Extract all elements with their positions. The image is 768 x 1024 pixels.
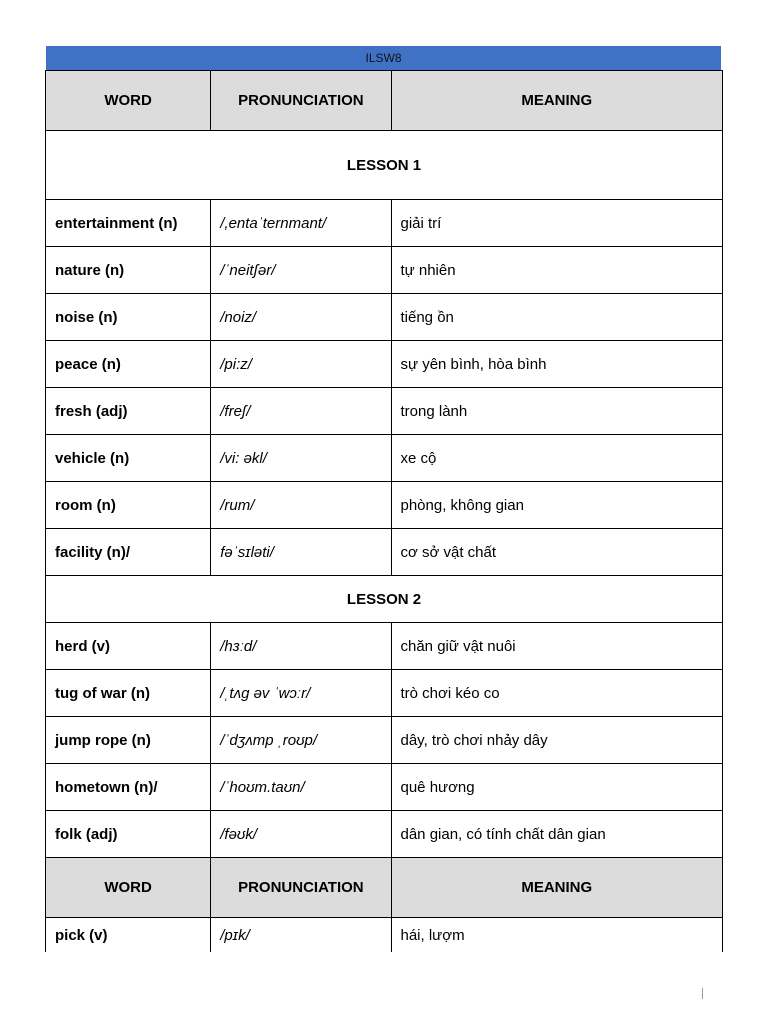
column-header-meaning: MEANING — [391, 858, 723, 918]
lesson-heading-row — [46, 131, 723, 200]
vocabulary-table — [45, 70, 723, 952]
word-cell: facility (n)/ — [46, 529, 211, 576]
table-row — [46, 482, 723, 529]
pronunciation-cell: /ˌtʌg əv ˈwɔːr/ — [211, 670, 391, 717]
word-cell: pick (v) — [46, 918, 211, 953]
pronunciation-cell: /vi: əkl/ — [211, 435, 391, 482]
word-cell: jump rope (n) — [46, 717, 211, 764]
table-row — [46, 670, 723, 717]
word-cell: vehicle (n) — [46, 435, 211, 482]
column-header-pronunciation: PRONUNCIATION — [211, 858, 391, 918]
table-row — [46, 435, 723, 482]
table-row — [46, 764, 723, 811]
pronunciation-cell: /ˈneitʃər/ — [211, 247, 391, 294]
pronunciation-cell: /freʃ/ — [211, 388, 391, 435]
word-cell: peace (n) — [46, 341, 211, 388]
page-edge-mark — [702, 988, 703, 999]
table-header-row-repeat — [46, 858, 723, 918]
column-header-word: WORD — [46, 858, 211, 918]
word-cell: herd (v) — [46, 623, 211, 670]
meaning-cell: trò chơi kéo co — [391, 670, 723, 717]
column-header-word: WORD — [46, 71, 211, 131]
table-row — [46, 200, 723, 247]
word-cell: entertainment (n) — [46, 200, 211, 247]
pronunciation-cell: fəˈsɪləti/ — [211, 529, 391, 576]
pronunciation-cell: /rum/ — [211, 482, 391, 529]
word-cell: fresh (adj) — [46, 388, 211, 435]
meaning-cell: xe cộ — [391, 435, 723, 482]
meaning-cell: giải trí — [391, 200, 723, 247]
document-title: ILSW8 — [365, 51, 402, 65]
meaning-cell: tự nhiên — [391, 247, 723, 294]
table-row — [46, 247, 723, 294]
pronunciation-cell: /ˈdʒʌmp ˌroʊp/ — [211, 717, 391, 764]
pronunciation-cell: /pi:z/ — [211, 341, 391, 388]
meaning-cell: dân gian, có tính chất dân gian — [391, 811, 723, 858]
pronunciation-cell: /pɪk/ — [211, 918, 391, 953]
meaning-cell: sự yên bình, hòa bình — [391, 341, 723, 388]
table-row — [46, 388, 723, 435]
table-row — [46, 918, 723, 953]
table-row — [46, 717, 723, 764]
table-row — [46, 341, 723, 388]
table-row — [46, 294, 723, 341]
lesson-heading: LESSON 2 — [46, 576, 723, 623]
table-row — [46, 623, 723, 670]
word-cell: room (n) — [46, 482, 211, 529]
document-header-bar — [46, 46, 721, 70]
lesson-heading: LESSON 1 — [46, 131, 723, 200]
meaning-cell: hái, lượm — [391, 918, 723, 953]
pronunciation-cell: /noiz/ — [211, 294, 391, 341]
meaning-cell: dây, trò chơi nhảy dây — [391, 717, 723, 764]
table-header-row — [46, 71, 723, 131]
column-header-meaning: MEANING — [391, 71, 723, 131]
meaning-cell: quê hương — [391, 764, 723, 811]
word-cell: nature (n) — [46, 247, 211, 294]
meaning-cell: phòng, không gian — [391, 482, 723, 529]
column-header-pronunciation: PRONUNCIATION — [211, 71, 391, 131]
pronunciation-cell: /fəʊk/ — [211, 811, 391, 858]
meaning-cell: trong lành — [391, 388, 723, 435]
meaning-cell: tiếng ồn — [391, 294, 723, 341]
table-row — [46, 811, 723, 858]
lesson-heading-row — [46, 576, 723, 623]
meaning-cell: cơ sở vật chất — [391, 529, 723, 576]
vocabulary-table-body — [46, 71, 723, 953]
word-cell: tug of war (n) — [46, 670, 211, 717]
meaning-cell: chăn giữ vật nuôi — [391, 623, 723, 670]
table-row — [46, 529, 723, 576]
pronunciation-cell: /,entaˈternmant/ — [211, 200, 391, 247]
word-cell: noise (n) — [46, 294, 211, 341]
word-cell: hometown (n)/ — [46, 764, 211, 811]
pronunciation-cell: /ˈhoʊm.taʊn/ — [211, 764, 391, 811]
pronunciation-cell: /hɜːd/ — [211, 623, 391, 670]
word-cell: folk (adj) — [46, 811, 211, 858]
